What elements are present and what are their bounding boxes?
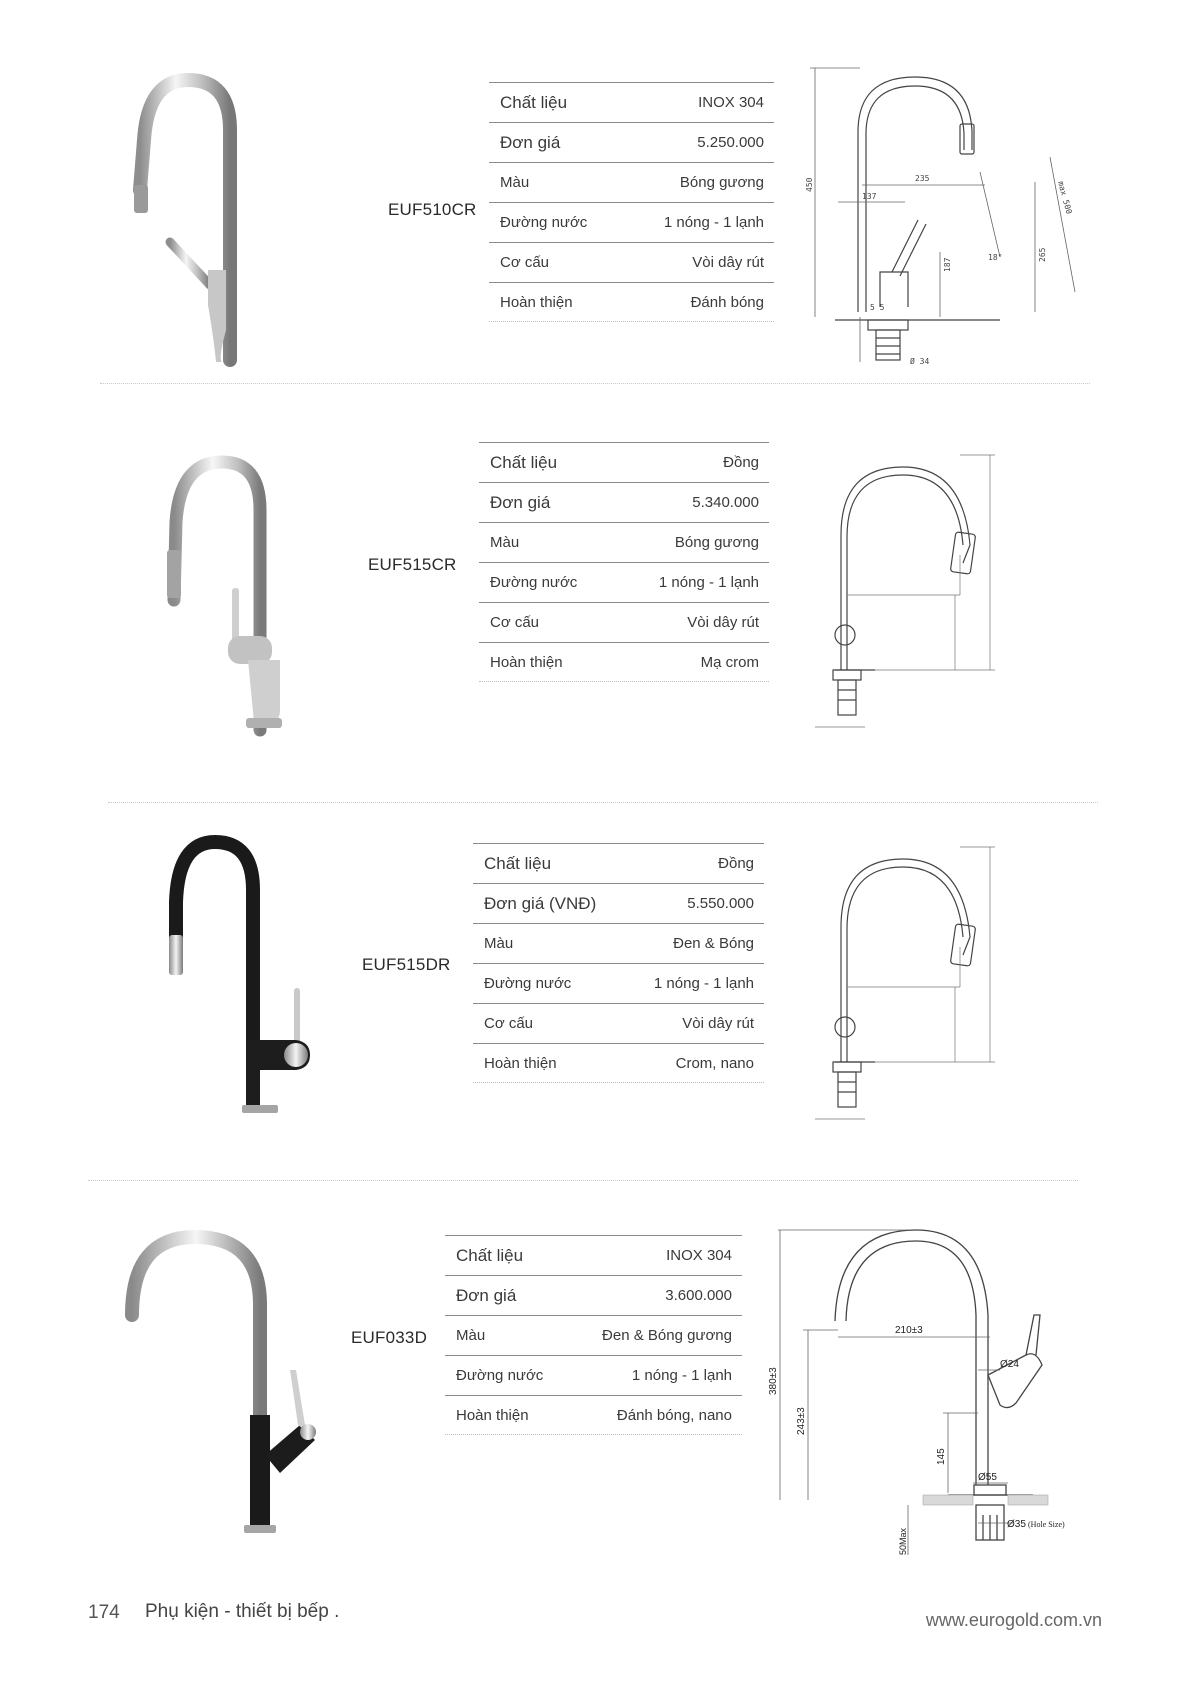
spec-row: Chất liệu Đồng <box>473 843 764 883</box>
dim-label: 450 <box>805 177 814 192</box>
dim-label: 380±3 <box>768 1367 779 1395</box>
technical-drawing-euf515dr <box>805 847 1045 1132</box>
dim-label: 265 <box>1038 247 1047 262</box>
dim-label: Ø55 <box>978 1472 997 1483</box>
spec-row: Đơn giá (VNĐ) 5.550.000 <box>473 883 764 923</box>
product-code: EUF515CR <box>368 555 457 574</box>
spec-row: Đơn giá 3.600.000 <box>445 1275 742 1315</box>
dim-label: (Hole Size) <box>1028 1520 1065 1529</box>
dim-label: Ø 34 <box>910 357 930 366</box>
section-divider <box>108 802 1098 803</box>
faucet-photo-euf515cr <box>150 440 300 740</box>
spec-row: Hoàn thiện Mạ crom <box>479 642 769 682</box>
product-code: EUF515DR <box>362 955 451 974</box>
faucet-photo-euf510cr <box>130 70 280 370</box>
dim-label: 18° <box>988 253 1003 262</box>
dim-label: 243±3 <box>796 1407 807 1435</box>
spec-row: Màu Bóng gương <box>479 522 769 562</box>
dim-label: max 500 <box>1056 180 1074 216</box>
spec-row: Đường nước 1 nóng - 1 lạnh <box>479 562 769 602</box>
spec-row: Đường nước 1 nóng - 1 lạnh <box>445 1355 742 1395</box>
spec-row: Hoàn thiện Crom, nano <box>473 1043 764 1083</box>
dim-label: Ø35 <box>1007 1519 1026 1530</box>
section-divider <box>88 1180 1078 1181</box>
dim-label: 235 <box>915 174 930 183</box>
dim-label: 210±3 <box>895 1325 923 1336</box>
spec-row: Chất liệu Đồng <box>479 442 769 482</box>
product-code: EUF510CR <box>388 200 477 219</box>
spec-row: Cơ cấu Vòi dây rút <box>479 602 769 642</box>
spec-row: Đơn giá 5.340.000 <box>479 482 769 522</box>
page-number: 174 <box>88 1602 120 1623</box>
spec-row: Chất liệu INOX 304 <box>445 1235 742 1275</box>
faucet-photo-euf515dr <box>160 830 330 1120</box>
footer-category: Phụ kiện - thiết bị bếp . <box>145 1601 340 1622</box>
technical-drawing-euf515cr <box>805 455 1045 740</box>
spec-row: Đường nước 1 nóng - 1 lạnh <box>473 963 764 1003</box>
technical-drawing-euf033d <box>768 1225 1098 1565</box>
spec-row: Cơ cấu Vòi dây rút <box>489 242 774 282</box>
spec-table <box>489 82 774 322</box>
spec-row: Đơn giá 5.250.000 <box>489 122 774 162</box>
dim-label: 5 5 <box>870 303 885 312</box>
spec-row: Hoàn thiện Đánh bóng, nano <box>445 1395 742 1435</box>
spec-row: Hoàn thiện Đánh bóng <box>489 282 774 322</box>
spec-row: Chất liệu INOX 304 <box>489 82 774 122</box>
dim-label: 137 <box>862 192 877 201</box>
spec-row: Cơ cấu Vòi dây rút <box>473 1003 764 1043</box>
dim-label: 50Max <box>898 1527 908 1555</box>
dim-label: 187 <box>943 257 952 272</box>
spec-row: Màu Đen & Bóng <box>473 923 764 963</box>
dim-label: Ø24 <box>1000 1359 1019 1370</box>
spec-row: Màu Bóng gương <box>489 162 774 202</box>
spec-table <box>473 843 764 1083</box>
technical-drawing-euf510cr <box>800 62 1100 382</box>
spec-table <box>479 442 769 682</box>
faucet-photo-euf033d <box>120 1225 340 1545</box>
spec-row: Màu Đen & Bóng gương <box>445 1315 742 1355</box>
dim-label: 145 <box>936 1448 947 1465</box>
spec-row: Đường nước 1 nóng - 1 lạnh <box>489 202 774 242</box>
section-divider <box>100 383 1090 384</box>
spec-table <box>445 1235 742 1435</box>
product-code: EUF033D <box>351 1328 428 1347</box>
footer-website: www.eurogold.com.vn <box>925 1610 1102 1630</box>
